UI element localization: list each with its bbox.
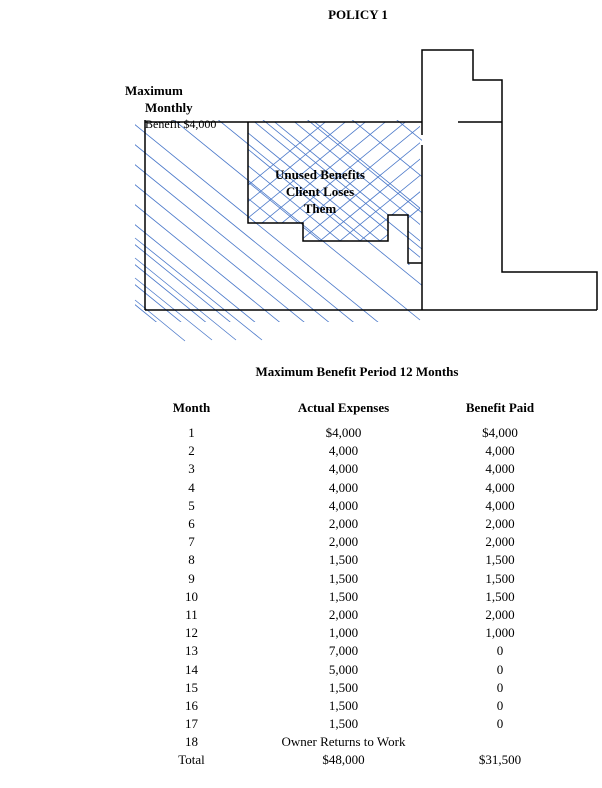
owner-returns-row: [140, 733, 556, 751]
expenses-cell: 1,500: [328, 679, 359, 695]
benefit-cell: 2,000: [485, 516, 515, 532]
month-cell: 18: [185, 734, 198, 750]
expenses-cell: 4,000: [328, 479, 359, 495]
month-cell: 4: [188, 479, 195, 495]
month-cell: 1: [188, 425, 195, 441]
table-row: [140, 588, 556, 606]
benefit-cell: 1,500: [485, 552, 515, 568]
benefit-cell: 1,500: [485, 570, 515, 586]
benefit-cell: 4,000: [485, 497, 515, 513]
month-cell: 11: [185, 606, 198, 622]
empty-cell: [444, 733, 556, 751]
expenses-cell: 4,000: [328, 443, 359, 459]
table-row: [140, 624, 556, 642]
table-row: [140, 642, 556, 660]
expenses-cell: 1,500: [328, 570, 359, 586]
total-expenses: $48,000: [322, 752, 365, 768]
table-row: [140, 660, 556, 678]
max-monthly-label-line3: Benefit $4,000: [145, 117, 217, 131]
hatch-tails: [135, 238, 262, 341]
expenses-cell: 1,500: [328, 716, 359, 732]
benefit-cell: 0: [496, 679, 504, 695]
unused-line2: Client Loses: [285, 184, 355, 199]
benefit-period-title: Maximum Benefit Period 12 Months: [255, 364, 459, 379]
expenses-cell: 2,000: [328, 534, 359, 550]
header-actual-expenses: Actual Expenses: [297, 400, 390, 415]
expenses-cell: 2,000: [328, 606, 359, 622]
table-row: [140, 442, 556, 460]
table-row: [140, 424, 556, 442]
owner-returns-note: Owner Returns to Work: [281, 734, 406, 750]
header-month: Month: [172, 400, 211, 415]
expenses-cell: 4,000: [328, 461, 359, 477]
month-cell: 3: [188, 461, 195, 477]
table-row: [140, 515, 556, 533]
total-benefit: $31,500: [478, 752, 522, 768]
month-cell: 5: [188, 497, 195, 513]
table-row: [140, 479, 556, 497]
benefit-table-body: [140, 424, 556, 770]
total-row: [140, 751, 556, 769]
unused-line3: Them: [303, 201, 337, 216]
table-row: [140, 679, 556, 697]
benefit-table: [140, 400, 556, 770]
benefit-cell: 1,500: [485, 588, 515, 604]
benefit-cell: 2,000: [485, 606, 515, 622]
unused-line1: Unused Benefits: [275, 167, 365, 182]
benefit-cell: 1,000: [485, 625, 515, 641]
table-row: [140, 697, 556, 715]
table-row: [140, 460, 556, 478]
month-cell: 9: [188, 570, 195, 586]
benefit-cell: 0: [496, 643, 504, 659]
expenses-cell: 4,000: [328, 497, 359, 513]
benefit-cell: 4,000: [485, 443, 515, 459]
expenses-cell: 7,000: [328, 643, 359, 659]
expenses-cell: 1,500: [328, 697, 359, 713]
month-cell: 16: [185, 697, 198, 713]
benefit-cell: 0: [496, 716, 504, 732]
month-cell: 7: [188, 534, 195, 550]
max-monthly-label-line1: Maximum: [125, 83, 183, 98]
expenses-cell: 1,500: [328, 552, 359, 568]
page-title: POLICY 1: [328, 7, 388, 22]
month-cell: 15: [185, 679, 198, 695]
month-cell: 17: [185, 716, 198, 732]
month-cell: 2: [188, 443, 195, 459]
benefit-cell: 0: [496, 697, 504, 713]
month-cell: 8: [188, 552, 195, 568]
expenses-cell: 1,000: [328, 625, 359, 641]
month-cell: 12: [185, 625, 198, 641]
expenses-cell: 5,000: [328, 661, 359, 677]
month-cell: 13: [185, 643, 198, 659]
month-cell: 6: [188, 516, 195, 532]
benefit-cell: 4,000: [485, 461, 515, 477]
table-row: [140, 715, 556, 733]
benefit-cell: 2,000: [485, 534, 515, 550]
expenses-cell: $4,000: [325, 425, 362, 441]
table-row: [140, 606, 556, 624]
max-monthly-label-line2: Monthly: [145, 100, 193, 115]
table-header-row: [140, 400, 556, 424]
header-benefit-paid: Benefit Paid: [465, 400, 535, 415]
expenses-cell: 1,500: [328, 588, 359, 604]
table-row: [140, 533, 556, 551]
total-label: Total: [178, 752, 205, 768]
table-row: [140, 497, 556, 515]
unused-benefits-label: [250, 166, 390, 217]
table-row: [140, 551, 556, 569]
expenses-cell: 2,000: [328, 516, 359, 532]
benefit-cell: $4,000: [482, 425, 518, 441]
benefit-cell: 4,000: [485, 479, 515, 495]
benefit-cell: 0: [496, 661, 504, 677]
table-row: [140, 570, 556, 588]
month-cell: 10: [185, 588, 198, 604]
month-cell: 14: [185, 661, 198, 677]
